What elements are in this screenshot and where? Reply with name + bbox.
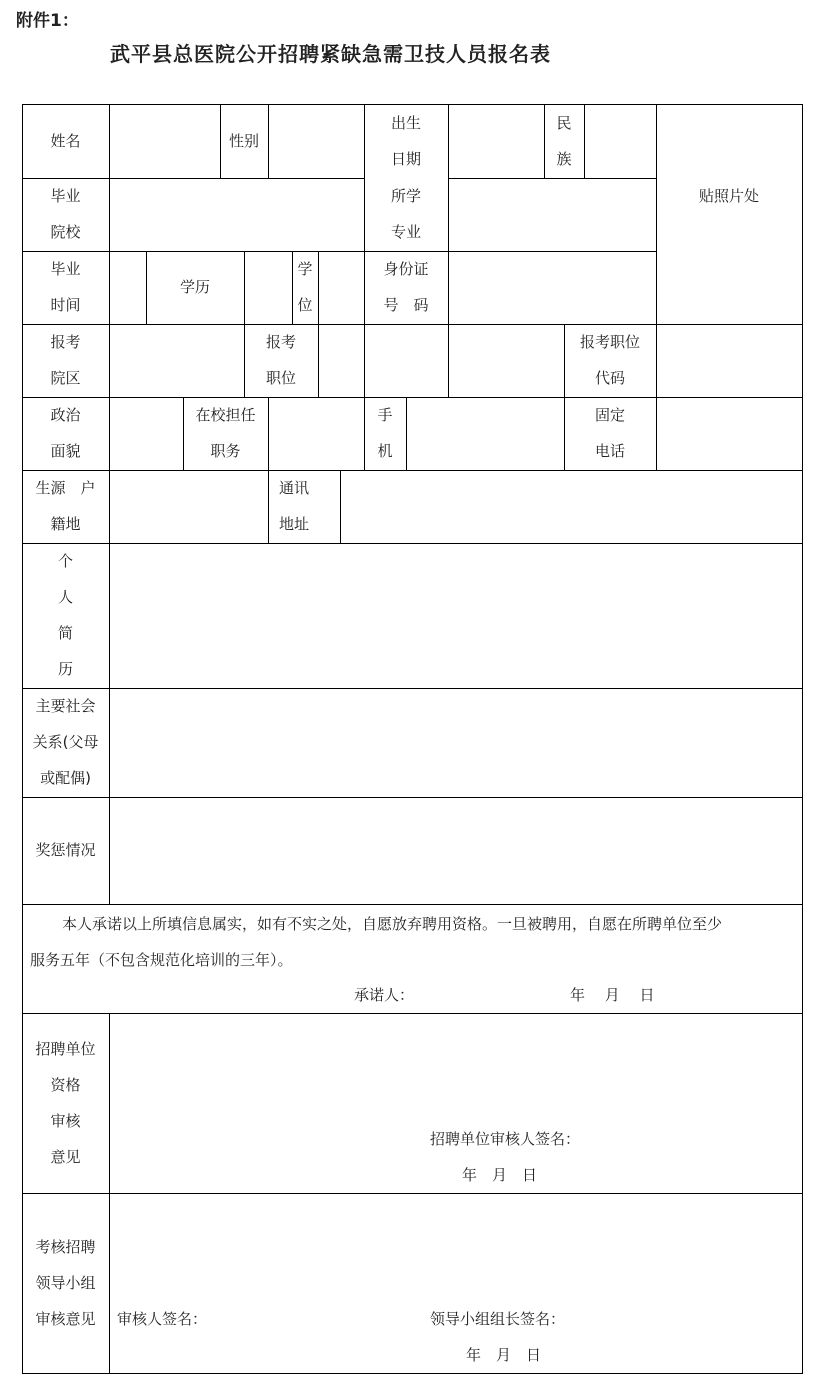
graduation-time-label: 毕业 时间 <box>50 260 81 314</box>
leader-review-date: 年 月 日 <box>466 1346 542 1364</box>
col-line <box>656 324 657 470</box>
political-status-label: 政治 面貌 <box>50 406 81 460</box>
reviewer-signature-label: 审核人签名： <box>117 1310 208 1328</box>
major-label: 所学 专业 <box>390 187 421 241</box>
registration-form <box>22 104 803 1374</box>
row-line <box>22 904 802 905</box>
form-title: 武平县总医院公开招聘紧缺急需卫技人员报名表 <box>110 42 551 66</box>
leader-signature-label: 领导小组组长签名： <box>430 1310 566 1328</box>
border-right <box>802 104 803 1374</box>
hukou-label: 生源 户 籍地 <box>35 479 96 533</box>
row-line <box>22 1013 802 1014</box>
birth-date-label: 出生 日期 <box>390 114 421 168</box>
address-label: 通讯 地址 <box>278 479 309 533</box>
row-line <box>22 397 802 398</box>
social-relations-label: 主要社会 关系(父母 或配偶) <box>32 697 99 787</box>
unit-review-label: 招聘单位 资格 审核 意见 <box>35 1040 96 1166</box>
education-label: 学历 <box>179 278 210 296</box>
unit-review-date: 年 月 日 <box>462 1166 538 1184</box>
gender-label: 性别 <box>228 132 259 150</box>
name-label: 姓名 <box>50 132 81 150</box>
col-line <box>318 251 319 324</box>
row-line <box>448 178 656 179</box>
pledge-line-1: 本人承诺以上所填信息属实，如有不实之处，自愿放弃聘用资格。一旦被聘用，自愿在所聘单位至少 <box>62 915 723 933</box>
col-line <box>340 470 341 543</box>
school-post-label: 在校担任 职务 <box>195 406 256 460</box>
position-label: 报考 职位 <box>265 333 296 387</box>
col-line <box>109 104 110 904</box>
resume-label: 个 人 简 历 <box>57 552 73 678</box>
col-line <box>448 104 449 397</box>
col-line <box>318 324 319 397</box>
degree-label: 学 位 <box>297 260 313 314</box>
col-line <box>656 104 657 324</box>
row-line <box>22 543 802 544</box>
border-bottom <box>22 1373 802 1374</box>
mobile-label: 手 机 <box>377 406 393 460</box>
row-line <box>22 1193 802 1194</box>
photo-area-label: 贴照片处 <box>698 187 760 205</box>
col-line <box>268 104 269 178</box>
id-number-label: 身份证 号 码 <box>383 260 429 314</box>
position-code-label: 报考职位 代码 <box>579 333 640 387</box>
col-line <box>584 104 585 178</box>
landline-label: 固定 电话 <box>594 406 625 460</box>
col-line <box>406 397 407 470</box>
awards-label: 奖惩情况 <box>35 841 96 859</box>
row-line <box>22 688 802 689</box>
pledge-signer-label: 承诺人： <box>354 986 415 1004</box>
row-line <box>22 251 656 252</box>
row-line <box>22 797 802 798</box>
pledge-date: 年 月 日 <box>570 986 655 1004</box>
col-line <box>244 251 245 324</box>
ethnicity-label: 民 族 <box>556 114 572 168</box>
school-label: 毕业 院校 <box>50 187 81 241</box>
campus-label: 报考 院区 <box>50 333 81 387</box>
pledge-line-2: 服务五年（不包含规范化培训的三年）。 <box>30 951 293 969</box>
unit-reviewer-signature-label: 招聘单位审核人签名： <box>430 1130 581 1148</box>
col-line <box>109 1013 110 1374</box>
attachment-label: 附件1： <box>16 11 79 31</box>
row-line <box>22 324 802 325</box>
leader-review-label: 考核招聘 领导小组 审核意见 <box>35 1238 96 1328</box>
row-line <box>22 470 802 471</box>
